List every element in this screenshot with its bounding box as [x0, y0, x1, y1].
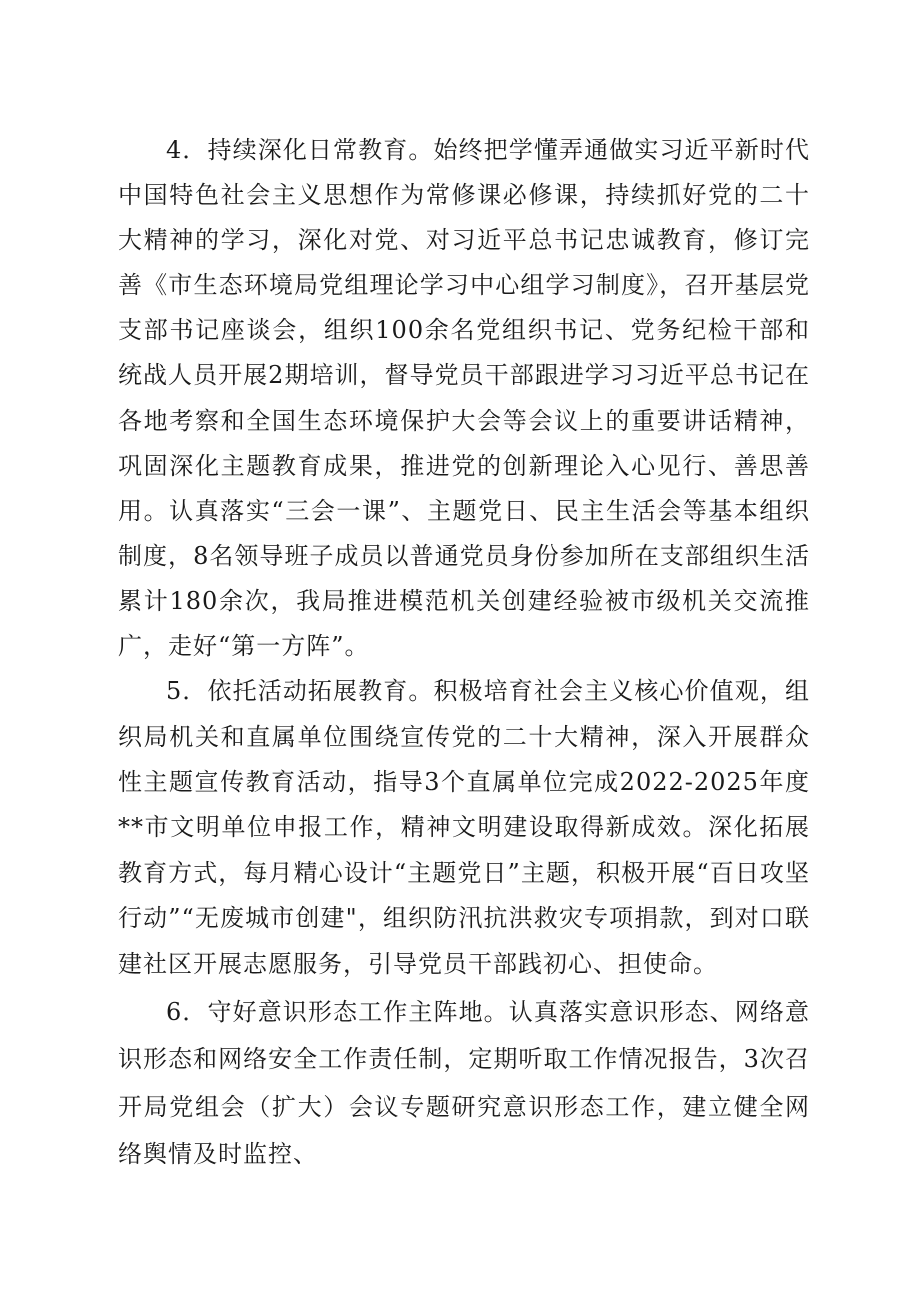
paragraph-5-activity-education: 5．依托活动拓展教育。积极培育社会主义核心价值观，组织局机关和直属单位围绕宣传党的二十大精神，深入开展群众性主题宣传教育活动，指导3个直属单位完成2022-2025年度**市文明单位申报工作，精神文明建设取得新成效。深化拓展教育方式，每月精心设计“主题党日”主题，积极开展“百日攻坚行动”“无废城市创建"，组织防汛抗洪救灾专项捐款，到对口联建社区开展志愿服务，引导党员干部践初心、担使命。: [118, 677, 810, 978]
paragraph-4-daily-education: 4．持续深化日常教育。始终把学懂弄通做实习近平新时代中国特色社会主义思想作为常修课必修课，持续抓好党的二十大精神的学习，深化对党、对习近平总书记忠诚教育，修订完善《市生态环境局党组理论学习中心组学习制度》，召开基层党支部书记座谈会，组织100余名党组织书记、党务纪检干部和统战人员开展2期培训，督导党员干部跟进学习习近平总书记在各地考察和全国生态环境保护大会等会议上的重要讲话精神，巩固深化主题教育成果，推进党的创新理论入心见行、善思善用。认真落实“三会一课”、主题党日、民主生活会等基本组织制度，8名领导班子成员以普通党员身份参加所在支部组织生活累计180余次，我局推进模范机关创建经验被市级机关交流推广，走好“第一方阵”。: [118, 136, 810, 661]
document-body: [118, 128, 810, 1179]
paragraph-6-ideology-work: 6．守好意识形态工作主阵地。认真落实意识形态、网络意识形态和网络安全工作责任制，定期听取工作情况报告，3次召开局党组会（扩大）会议专题研究意识形态工作，建立健全网络舆情及时监控、: [118, 997, 810, 1169]
